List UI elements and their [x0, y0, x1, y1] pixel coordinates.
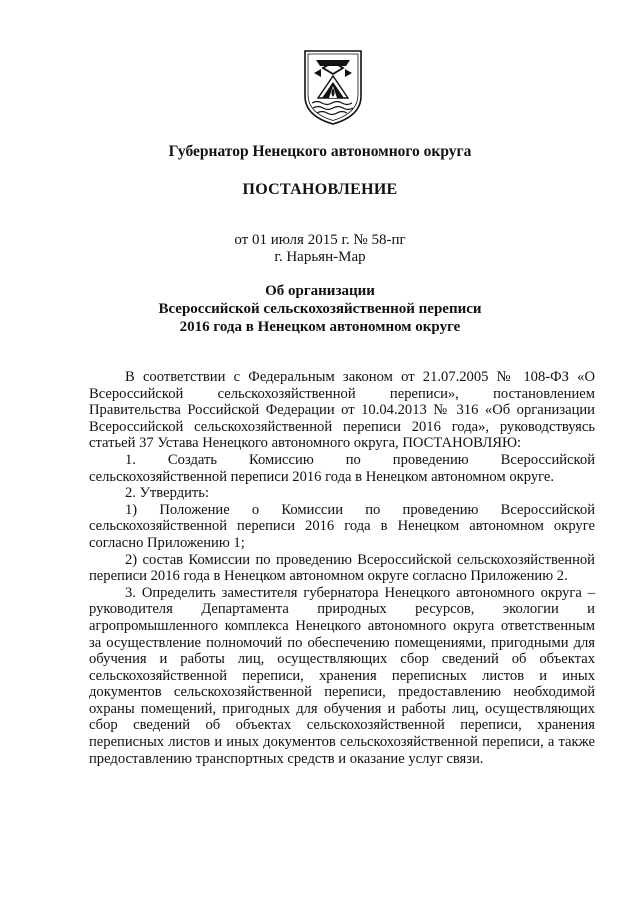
- coat-of-arms-icon: [302, 48, 364, 126]
- title-line: Всероссийской сельскохозяйственной переписи: [158, 301, 482, 317]
- document-body: [89, 369, 595, 767]
- title-line: Об организации: [265, 283, 375, 299]
- title-line: 2016 года в Ненецком автономном округе: [179, 319, 461, 335]
- document-city: г. Нарьян-Мар: [274, 249, 366, 265]
- document-title: [0, 282, 640, 336]
- document-date-number: от 01 июля 2015 г. № 58-пг: [234, 232, 406, 248]
- clause-1-paragraph: 1. Создать Комиссию по проведению Всероссийской сельскохозяйственной переписи 2016 года в Ненецком автономном округе.: [89, 451, 595, 485]
- clause-2-paragraph: 2. Утвердить:: [125, 485, 210, 502]
- preamble-paragraph: В соответствии с Федеральным законом от 21.07.2005 № 108-ФЗ «О Всероссийской сельскохозяйственной переписи», постановлением Правительства Российской Федерации от 10.04.2013 № 316 «Об организации Всероссийской сельскохозяйственной переписи 2016 года», руководствуясь статьей 37 Устава Ненецкого автономного округа, ПОСТАНОВЛЯЮ:: [89, 369, 595, 452]
- date-block: [0, 232, 640, 266]
- document-type: ПОСТАНОВЛЕНИЕ: [242, 181, 398, 198]
- clause-2-2-paragraph: 2) состав Комиссии по проведению Всероссийской сельскохозяйственной переписи 2016 года в Ненецком автономном округе согласно Приложению 2.: [89, 551, 595, 585]
- clause-3-paragraph: 3. Определить заместителя губернатора Ненецкого автономного округа – руководителя Департамента природных ресурсов, экологии и агропромышленного комплекса Ненецкого автономного округа ответственным за осуществление полномочий по обеспечению помещениями, пригодными для обучения и работы лиц, осуществляющих сбор сведений об объектах сельскохозяйственной переписи, хранения переписных листов и иных документов сельскохозяйственной переписи, предоставлению необходимой охраны помещений, пригодных для обучения и работы лиц, осуществляющих сбор сведений об объектах сельскохозяйственной переписи, хранения переписных листов и иных документов сельскохозяйственной переписи, а также предоставлению транспортных средств и оказание услуг связи.: [89, 584, 595, 767]
- organization-title: Губернатор Ненецкого автономного округа: [168, 143, 472, 160]
- clause-2-1-paragraph: 1) Положение о Комиссии по проведению Всероссийской сельскохозяйственной переписи 2016 года в Ненецком автономном округе согласно Приложению 1;: [89, 501, 595, 551]
